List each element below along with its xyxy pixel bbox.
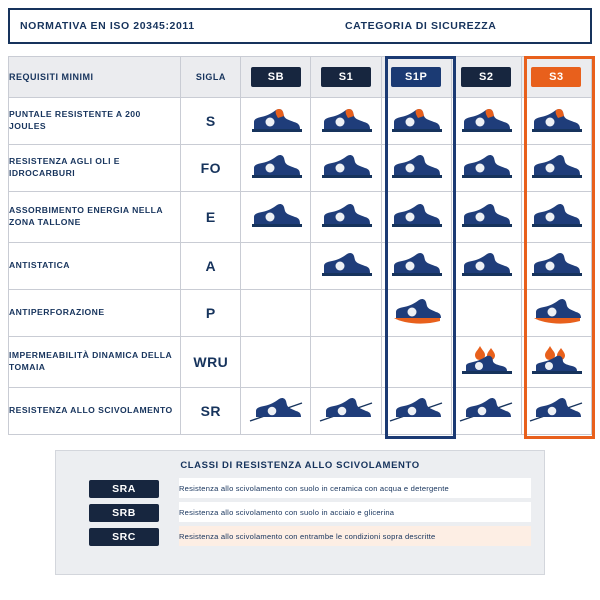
cell-p-s2 [451,290,521,337]
row-label-fo: RESISTENZA AGLI OLI E IDROCARBURI [9,145,181,192]
cell-fo-s1 [311,145,381,192]
cell-e-s2 [451,192,521,243]
shoe-icon [388,296,444,326]
cell-p-sb [241,290,311,337]
badge-sb: SB [251,67,301,87]
list-item [69,502,531,522]
cell-fo-s3 [521,145,591,192]
shoe-icon [458,249,514,279]
cell-sr-s1p [381,388,451,435]
shoe-icon [388,249,444,279]
list-item [69,526,531,546]
shoe-slip-icon [528,394,584,424]
shoe-icon [458,151,514,181]
cell-e-s1 [311,192,381,243]
slip-code-srb-cell [69,502,179,522]
shoe-icon [388,151,444,181]
shoe-slip-icon [318,394,374,424]
cell-a-s1 [311,243,381,290]
cell-fo-sb [241,145,311,192]
header-category-s1[interactable] [311,57,381,98]
table-row [9,243,592,290]
shoe-icon [248,200,304,230]
cell-a-sb [241,243,311,290]
row-label-sr: RESISTENZA ALLO SCIVOLAMENTO [9,388,181,435]
cell-s-s2 [451,98,521,145]
slip-desc-sra: Resistenza allo scivolamento con suolo in ceramica con acqua e detergente [179,478,531,498]
header-banner [8,8,592,44]
cell-wru-s1 [311,337,381,388]
shoe-icon [528,200,584,230]
table-row [9,192,592,243]
badge-s3: S3 [531,67,581,87]
cell-s-s1p [381,98,451,145]
header-sigla: SIGLA [181,57,241,98]
cell-e-s1p [381,192,451,243]
cell-a-s1p [381,243,451,290]
table-header-row [9,57,592,98]
cell-p-s3 [521,290,591,337]
cell-fo-s2 [451,145,521,192]
badge-s1: S1 [321,67,371,87]
row-sigla-e: E [181,192,241,243]
shoe-icon [318,104,374,134]
row-label-p: ANTIPERFORAZIONE [9,290,181,337]
header-category-s2[interactable] [451,57,521,98]
cell-wru-sb [241,337,311,388]
row-sigla-wru: WRU [181,337,241,388]
cell-sr-s3 [521,388,591,435]
cell-wru-s2 [451,337,521,388]
badge-s1p: S1P [391,67,441,87]
table-body [9,98,592,435]
table-row [9,290,592,337]
shoe-icon [528,151,584,181]
cell-a-s2 [451,243,521,290]
category-title: CATEGORIA DI SICUREZZA [345,20,497,32]
cell-sr-s2 [451,388,521,435]
cell-a-s3 [521,243,591,290]
cell-s-s3 [521,98,591,145]
slip-code-src-cell [69,526,179,546]
header-category-sb[interactable] [241,57,311,98]
shoe-icon [458,200,514,230]
shoe-slip-icon [248,394,304,424]
table-row [9,145,592,192]
table-row [9,337,592,388]
row-sigla-sr: SR [181,388,241,435]
cell-s-sb [241,98,311,145]
cell-e-sb [241,192,311,243]
cell-sr-sb [241,388,311,435]
slip-desc-src: Resistenza allo scivolamento con entrambe le condizioni sopra descritte [179,526,531,546]
shoe-icon [528,249,584,279]
header-category-s3[interactable] [521,57,591,98]
shoe-icon [318,151,374,181]
table-row [9,388,592,435]
cell-e-s3 [521,192,591,243]
badge-s2: S2 [461,67,511,87]
shoe-water-icon [528,345,584,375]
cell-p-s1p [381,290,451,337]
shoe-icon [318,249,374,279]
shoe-water-icon [458,345,514,375]
cell-wru-s1p [381,337,451,388]
cell-fo-s1p [381,145,451,192]
slip-desc-srb: Resistenza allo scivolamento con suolo in acciaio e glicerina [179,502,531,522]
shoe-icon [528,104,584,134]
shoe-icon [388,104,444,134]
header-category-s1p[interactable] [381,57,451,98]
header-requisiti: REQUISITI MINIMI [9,57,181,98]
row-sigla-a: A [181,243,241,290]
slip-classes-table [69,478,531,546]
shoe-icon [248,104,304,134]
shoe-icon [248,151,304,181]
row-sigla-fo: FO [181,145,241,192]
slip-resistance-panel [55,450,545,575]
cell-sr-s1 [311,388,381,435]
shoe-slip-icon [458,394,514,424]
slip-code-sra-cell [69,478,179,498]
slip-panel-title: CLASSI DI RESISTENZA ALLO SCIVOLAMENTO [180,460,420,471]
table-row [9,98,592,145]
list-item [69,478,531,498]
row-label-s: PUNTALE RESISTENTE A 200 JOULES [9,98,181,145]
row-sigla-s: S [181,98,241,145]
shoe-icon [388,200,444,230]
row-label-wru: IMPERMEABILITÀ DINAMICA DELLA TOMAIA [9,337,181,388]
cell-wru-s3 [521,337,591,388]
row-label-a: ANTISTATICA [9,243,181,290]
cell-p-s1 [311,290,381,337]
cell-s-s1 [311,98,381,145]
shoe-icon [458,104,514,134]
norm-title: NORMATIVA EN ISO 20345:2011 [20,20,195,32]
row-label-e: ASSORBIMENTO ENERGIA NELLA ZONA TALLONE [9,192,181,243]
shoe-slip-icon [388,394,444,424]
requirements-table [8,56,592,435]
badge-srb: SRB [89,504,159,522]
badge-src: SRC [89,528,159,546]
shoe-icon [528,296,584,326]
row-sigla-p: P [181,290,241,337]
shoe-icon [318,200,374,230]
badge-sra: SRA [89,480,159,498]
